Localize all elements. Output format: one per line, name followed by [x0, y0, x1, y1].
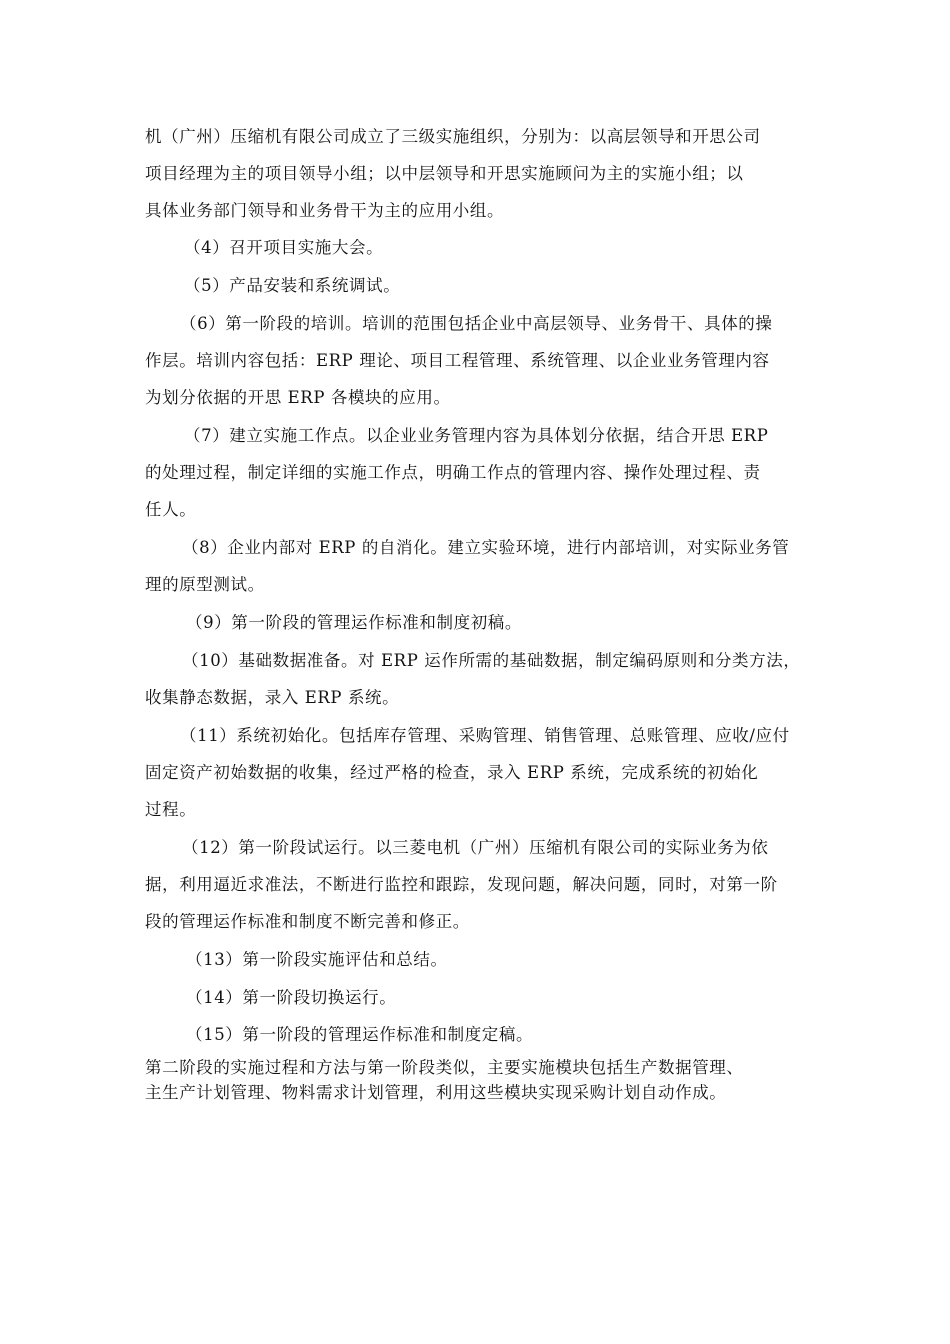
text-line: （7）建立实施工作点。以企业业务管理内容为具体划分依据，结合开思 ERP — [184, 426, 769, 445]
text-line: （10）基础数据准备。对 ERP 运作所需的基础数据，制定编码原则和分类方法， — [182, 651, 801, 670]
text-line: 过程。 — [145, 800, 197, 819]
text-line: （5）产品安装和系统调试。 — [184, 276, 401, 295]
text-line: 固定资产初始数据的收集，经过严格的检查，录入 ERP 系统，完成系统的初始化 — [145, 763, 759, 782]
text-line: （13）第一阶段实施评估和总结。 — [186, 950, 448, 969]
text-line: （9）第一阶段的管理运作标准和制度初稿。 — [186, 613, 522, 632]
text-line: 机（广州）压缩机有限公司成立了三级实施组织，分别为：以高层领导和开思公司 — [145, 127, 761, 146]
text-line: 项目经理为主的项目领导小组；以中层领导和开思实施顾问为主的实施小组；以 — [145, 164, 744, 183]
text-line: 为划分依据的开思 ERP 各模块的应用。 — [145, 388, 451, 407]
text-line: （4）召开项目实施大会。 — [184, 238, 384, 257]
text-line: 第二阶段的实施过程和方法与第一阶段类似，主要实施模块包括生产数据管理、 — [145, 1058, 744, 1077]
text-line: 理的原型测试。 — [145, 575, 265, 594]
text-line: 的处理过程，制定详细的实施工作点，明确工作点的管理内容、操作处理过程、责 — [145, 463, 761, 482]
text-line: 任人。 — [145, 500, 197, 519]
text-line: 主生产计划管理、物料需求计划管理，利用这些模块实现采购计划自动作成。 — [145, 1083, 727, 1102]
text-line: （12）第一阶段试运行。以三菱电机（广州）压缩机有限公司的实际业务为依 — [182, 838, 769, 857]
text-line: 作层。培训内容包括：ERP 理论、项目工程管理、系统管理、以企业业务管理内容 — [145, 351, 770, 370]
text-line: 收集静态数据，录入 ERP 系统。 — [145, 688, 400, 707]
text-line: 段的管理运作标准和制度不断完善和修正。 — [145, 912, 470, 931]
text-line: （11）系统初始化。包括库存管理、采购管理、销售管理、总账管理、应收/应付 — [180, 726, 790, 745]
text-line: 据，利用逼近求准法，不断进行监控和跟踪，发现问题，解决问题，同时，对第一阶 — [145, 875, 778, 894]
text-line: （15）第一阶段的管理运作标准和制度定稿。 — [186, 1025, 534, 1044]
text-line: 具体业务部门领导和业务骨干为主的应用小组。 — [145, 201, 505, 220]
text-line: （14）第一阶段切换运行。 — [186, 988, 397, 1007]
text-line: （8）企业内部对 ERP 的自消化。建立实验环境，进行内部培训，对实际业务管 — [182, 538, 790, 557]
text-line: （6）第一阶段的培训。培训的范围包括企业中高层领导、业务骨干、具体的操 — [180, 314, 773, 333]
